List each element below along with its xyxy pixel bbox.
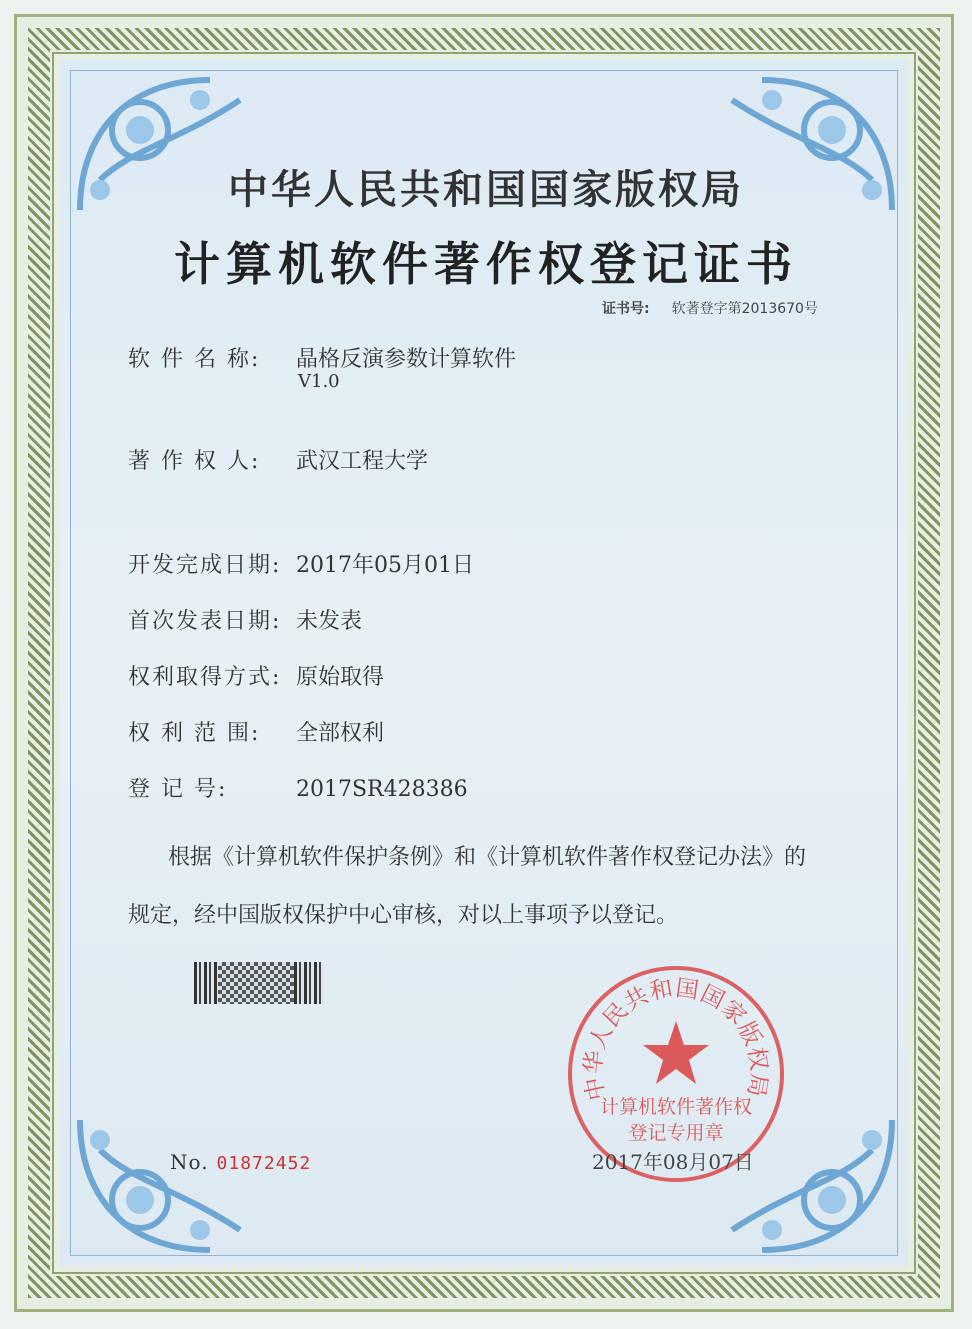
field-software-version: V1.0	[298, 371, 340, 392]
qr-pattern	[218, 962, 294, 1004]
field-first-publish-date	[128, 604, 362, 635]
field-value: 未发表	[296, 609, 363, 634]
field-label: 登 记 号:	[128, 777, 228, 802]
statement-line-2: 规定，经中国版权保护中心审核，对以上事项予以登记。	[128, 903, 679, 928]
cert-no-value: 软著登字第2013670号	[671, 301, 818, 317]
field-value: 2017年05月01日	[296, 553, 474, 578]
cert-no-label: 证书号:	[602, 301, 650, 317]
field-value: 2017SR428386	[296, 777, 468, 802]
corner-ornament-bottom-left	[70, 1110, 260, 1260]
statement-line-1: 根据《计算机软件保护条例》和《计算机软件著作权登记办法》的	[168, 845, 807, 870]
field-label: 权利取得方式:	[128, 665, 282, 690]
serial-value: 01872452	[216, 1153, 312, 1174]
field-rights-scope	[128, 716, 384, 747]
field-value: 晶格反演参数计算软件	[296, 347, 517, 372]
serial-prefix: No.	[170, 1150, 209, 1174]
barcode	[194, 962, 324, 1004]
field-label: 权 利 范 围:	[128, 721, 261, 746]
issuing-authority: 中华人民共和国国家版权局	[228, 166, 744, 213]
seal-ring-text: 中华人民共和国国家版权局	[580, 975, 772, 1103]
seal-line-1: 计算机软件著作权	[599, 1096, 753, 1118]
field-value: 原始取得	[296, 665, 385, 690]
field-acquisition-method	[128, 660, 384, 691]
field-label: 软 件 名 称:	[128, 347, 261, 372]
serial-number	[170, 1150, 311, 1174]
field-label: 著 作 权 人:	[128, 449, 261, 474]
issue-date: 2017年08月07日	[592, 1150, 754, 1174]
field-label: 首次发表日期:	[128, 609, 282, 634]
field-registration-number	[128, 772, 468, 803]
field-label: 开发完成日期:	[128, 553, 282, 578]
field-software-name	[128, 342, 516, 373]
field-value: 武汉工程大学	[296, 449, 429, 474]
certificate-title: 计算机软件著作权登记证书	[174, 237, 798, 291]
seal-line-2: 登记专用章	[628, 1122, 724, 1144]
field-value: 全部权利	[296, 721, 385, 746]
certificate-number	[602, 298, 818, 318]
field-copyright-owner	[128, 444, 428, 475]
field-completion-date	[128, 548, 474, 579]
seal-star-icon	[643, 1021, 709, 1084]
